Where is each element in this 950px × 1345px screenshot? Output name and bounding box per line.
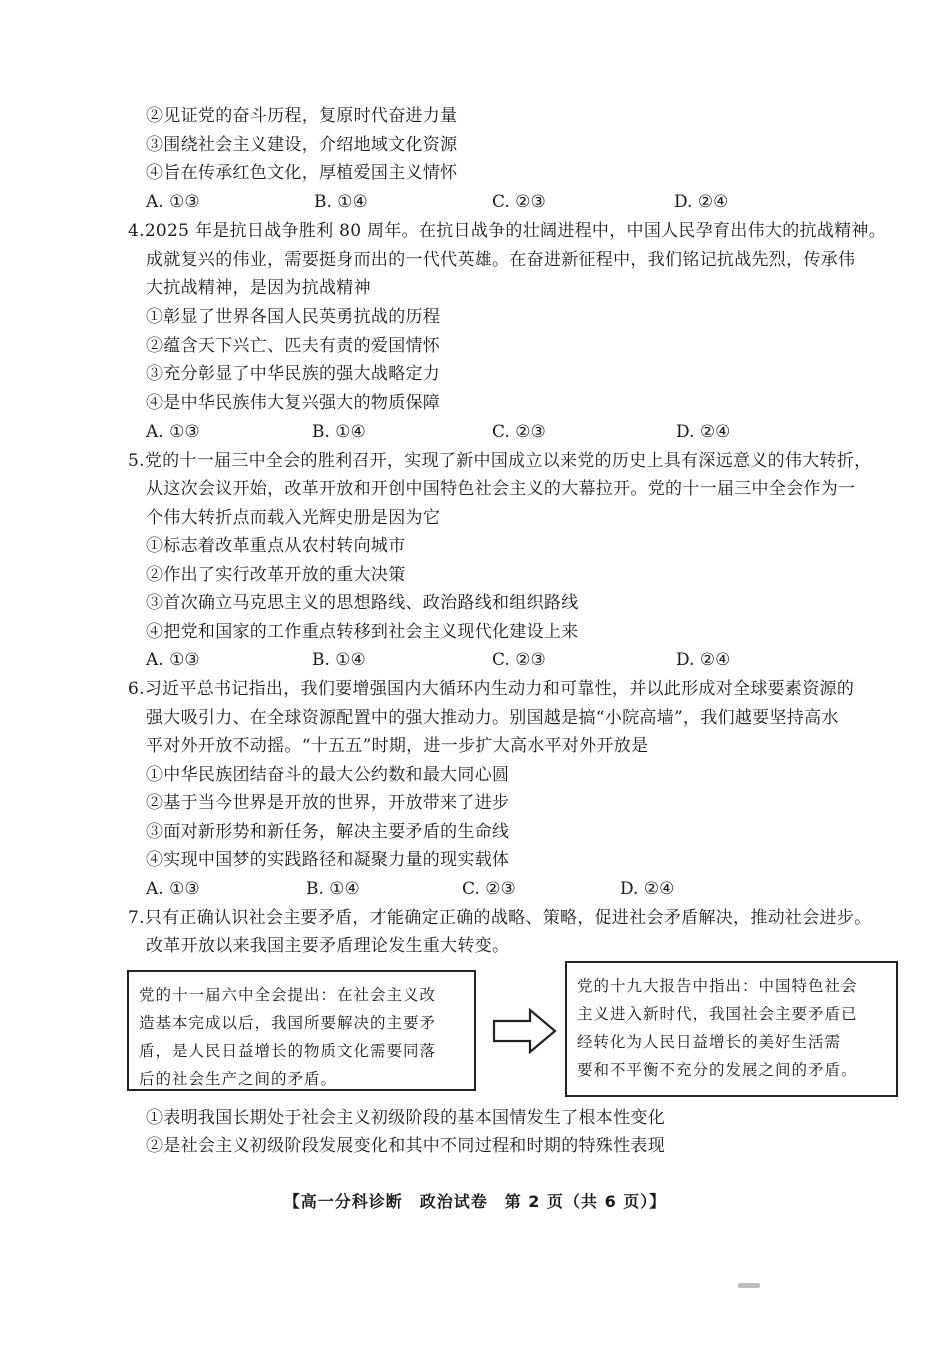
- q5-stem-line-1: 5.党的十一届三中全会的胜利召开，实现了新中国成立以来党的历史上具有深远意义的伟大转折，: [128, 451, 872, 471]
- q3-option-c: C. ②③: [492, 192, 546, 212]
- q3-option-d: D. ②④: [674, 192, 729, 212]
- q6-option-a: A. ①③: [146, 879, 200, 899]
- q5-item-2: ②作出了实行改革开放的重大决策: [146, 565, 406, 585]
- q4-item-4: ④是中华民族伟大复兴强大的物质保障: [146, 393, 441, 413]
- page-footer: 【高一分科诊断 政治试卷 第 2 页（共 6 页）】: [283, 1192, 667, 1211]
- q6-item-1: ①中华民族团结奋斗的最大公约数和最大同心圆: [146, 765, 510, 785]
- scan-smudge: [738, 1283, 760, 1288]
- q7-right-box-line-1: 党的十九大报告中指出：中国特色社会: [577, 977, 858, 995]
- q6-item-2: ②基于当今世界是开放的世界，开放带来了进步: [146, 793, 510, 813]
- q6-stem-line-1: 6.习近平总书记指出，我们要增强国内大循环内生动力和可靠性，并以此形成对全球要素资源的: [128, 679, 855, 699]
- q5-item-4: ④把党和国家的工作重点转移到社会主义现代化建设上来: [146, 622, 579, 642]
- q6-stem-line-2: 强大吸引力、在全球资源配置中的强大推动力。别国越是搞“小院高墙”，我们越要坚持高水: [146, 708, 839, 728]
- q3-option-b: B. ①④: [314, 192, 368, 212]
- q5-option-a: A. ①③: [146, 650, 200, 670]
- q3-item-4: ④旨在传承红色文化，厚植爱国主义情怀: [146, 163, 458, 183]
- q5-option-d: D. ②④: [676, 650, 731, 670]
- q6-option-b: B. ①④: [306, 879, 360, 899]
- q7-left-box-line-4: 后的社会生产之间的矛盾。: [139, 1070, 338, 1088]
- q5-option-b: B. ①④: [312, 650, 366, 670]
- q5-option-c: C. ②③: [492, 650, 546, 670]
- q4-option-c: C. ②③: [492, 422, 546, 442]
- q7-left-box-line-1: 党的十一届六中全会提出：在社会主义改: [139, 986, 437, 1004]
- q4-item-1: ①彰显了世界各国人民英勇抗战的历程: [146, 307, 441, 327]
- q6-option-c: C. ②③: [462, 879, 516, 899]
- q7-left-box-line-3: 盾，是人民日益增长的物质文化需要同落: [139, 1042, 437, 1060]
- right-arrow-icon: [492, 1008, 558, 1054]
- q7-left-box: [127, 970, 476, 1091]
- q5-item-3: ③首次确立马克思主义的思想路线、政治路线和组织路线: [146, 593, 579, 613]
- q7-item-1: ①表明我国长期处于社会主义初级阶段的基本国情发生了根本性变化: [146, 1108, 665, 1128]
- q5-options: [146, 649, 746, 671]
- q4-option-d: D. ②④: [676, 422, 731, 442]
- q7-stem-line-2: 改革开放以来我国主要矛盾理论发生重大转变。: [146, 936, 510, 956]
- q4-options: [146, 421, 746, 443]
- q7-left-box-line-2: 造基本完成以后，我国所要解决的主要矛: [139, 1014, 437, 1032]
- q5-stem-line-2: 从这次会议开始，改革开放和开创中国特色社会主义的大幕拉开。党的十一届三中全会作为一: [146, 479, 856, 499]
- q4-option-b: B. ①④: [312, 422, 366, 442]
- q3-options: [146, 191, 746, 213]
- q7-right-box-line-2: 主义进入新时代，我国社会主要矛盾已: [577, 1005, 858, 1023]
- q3-option-a: A. ①③: [146, 192, 200, 212]
- q3-item-3: ③围绕社会主义建设，介绍地域文化资源: [146, 135, 458, 155]
- q6-item-4: ④实现中国梦的实践路径和凝聚力量的现实载体: [146, 850, 510, 870]
- q4-stem-line-1: 4.2025 年是抗日战争胜利 80 周年。在抗日战争的壮阔进程中，中国人民孕育出伟大的抗战精神。: [128, 221, 887, 241]
- q4-item-3: ③充分彰显了中华民族的强大战略定力: [146, 364, 441, 384]
- q5-item-1: ①标志着改革重点从农村转向城市: [146, 536, 406, 556]
- q7-right-box: [565, 961, 898, 1097]
- q6-option-d: D. ②④: [620, 879, 675, 899]
- q4-item-2: ②蕴含天下兴亡、匹夫有责的爱国情怀: [146, 336, 441, 356]
- q7-right-box-line-3: 经转化为人民日益增长的美好生活需: [577, 1033, 842, 1051]
- q4-stem-line-3: 大抗战精神，是因为抗战精神: [146, 278, 371, 298]
- q6-item-3: ③面对新形势和新任务，解决主要矛盾的生命线: [146, 822, 510, 842]
- q3-item-2: ②见证党的奋斗历程，复原时代奋进力量: [146, 106, 458, 126]
- q7-right-box-line-4: 要和不平衡不充分的发展之间的矛盾。: [577, 1061, 858, 1079]
- q7-item-2: ②是社会主义初级阶段发展变化和其中不同过程和时期的特殊性表现: [146, 1136, 665, 1156]
- q7-stem-line-1: 7.只有正确认识社会主要矛盾，才能确定正确的战略、策略，促进社会矛盾解决，推动社会进步。: [128, 908, 872, 928]
- q4-option-a: A. ①③: [146, 422, 200, 442]
- q6-options: [146, 878, 746, 900]
- q4-stem-line-2: 成就复兴的伟业，需要挺身而出的一代代英雄。在奋进新征程中，我们铭记抗战先烈，传承伟: [146, 250, 856, 270]
- q6-stem-line-3: 平对外开放不动摇。“十五五”时期，进一步扩大高水平对外开放是: [146, 736, 649, 756]
- q5-stem-line-3: 个伟大转折点而载入光辉史册是因为它: [146, 508, 441, 528]
